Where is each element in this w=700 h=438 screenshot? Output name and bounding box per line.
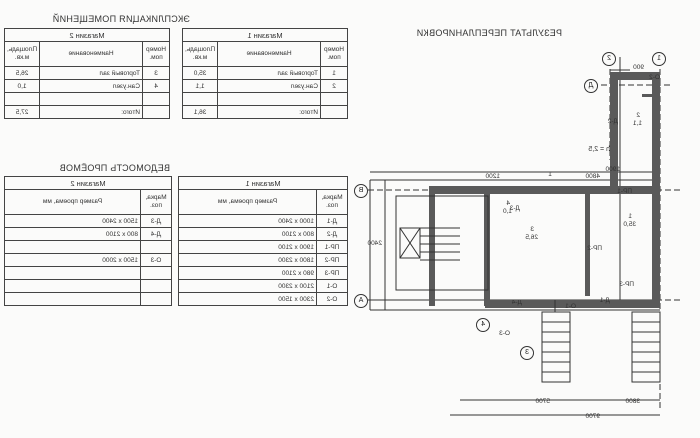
cell [5, 293, 141, 306]
cell [5, 267, 141, 280]
cell: 1,0 [5, 80, 40, 93]
total-row [183, 106, 348, 119]
header-name: Наименование [40, 42, 143, 67]
axis-d: Д [584, 79, 598, 93]
openings-table-2 [4, 176, 172, 306]
axis-v: В [354, 184, 368, 198]
explication-table-2 [4, 28, 170, 119]
cell: Сан.узел [40, 80, 143, 93]
label-o3: О-3 [499, 330, 510, 337]
total-value: 27,5 [5, 106, 40, 119]
header-name: Наименование [218, 42, 321, 67]
table-caption: Магазин 1 [179, 177, 348, 190]
room-1-number: 1 [628, 213, 632, 220]
table-row [5, 67, 170, 80]
total-row [5, 106, 170, 119]
cell: О-3 [141, 254, 172, 267]
cell: 35,0 [183, 67, 218, 80]
label-o2: О-2 [649, 74, 660, 81]
dim-label: 900 [633, 64, 644, 71]
header-mark: Марка, поз. [317, 190, 348, 215]
dim-label: 5700 [535, 398, 550, 405]
label-pr2: ПР-2 [587, 245, 602, 252]
axis-1: 1 [652, 52, 666, 66]
cell: ПР-3 [317, 267, 348, 280]
axis-3: 3 [520, 346, 534, 360]
room-2-number: 2 [636, 112, 640, 119]
axis-2: 2 [602, 52, 616, 66]
table-row [179, 267, 348, 280]
cell: 1500 х 2000 [5, 254, 141, 267]
total-value: 36,1 [183, 106, 218, 119]
header-mark: Марка, поз. [141, 190, 172, 215]
cell [141, 241, 172, 254]
explication-title: ЭКСПЛИКАЦИЯ ПОМЕЩЕНИЙ [52, 14, 190, 24]
cell [141, 267, 172, 280]
dim-label: 1200 [485, 173, 500, 180]
cell: 1500 х 2400 [5, 215, 141, 228]
room-2-area: 1,1 [632, 120, 642, 127]
cell: 800 х 2100 [5, 228, 141, 241]
cell: Сан.узел [218, 80, 321, 93]
header-area: Площадь, м.кв. [5, 42, 40, 67]
cell: 1 [321, 67, 348, 80]
cell: 2100 х 2300 [179, 280, 317, 293]
table-row [5, 215, 172, 228]
table-row [183, 80, 348, 93]
header-size: Размер проема, мм [5, 190, 141, 215]
header-number: Номер пом. [321, 42, 348, 67]
total-label: Итого: [40, 106, 143, 119]
cell: 980 х 2100 [179, 267, 317, 280]
axis-a: А [354, 294, 368, 308]
table-caption: Магазин 2 [5, 29, 170, 42]
cell: 2300 х 1500 [179, 293, 317, 306]
cell [141, 293, 172, 306]
table-row [5, 254, 172, 267]
total-label: Итого: [218, 106, 321, 119]
cell: 1800 х 2300 [179, 254, 317, 267]
dim-label: 3800 [625, 398, 640, 405]
floor-plan [350, 0, 700, 438]
cell: О-2 [317, 293, 348, 306]
table-caption: Магазин 1 [183, 29, 348, 42]
height-note: h = 2,5 [588, 146, 610, 153]
cell: Торговый зал [40, 67, 143, 80]
dim-label: 9700 [585, 413, 600, 420]
dim-label: 1900 [605, 166, 620, 173]
label-d2: Д-2 [607, 118, 618, 125]
label-pr1: ПР-1 [617, 188, 632, 195]
table-row [179, 293, 348, 306]
cell: Д-1 [317, 215, 348, 228]
label-d1: Д-1 [599, 297, 610, 304]
cell: Д-3 [141, 215, 172, 228]
cell: 3 [143, 67, 170, 80]
cell: Д-4 [141, 228, 172, 241]
room-4-number: 4 [506, 200, 510, 207]
room-3-area: 26,5 [525, 234, 538, 241]
table-row [179, 280, 348, 293]
table-row [183, 67, 348, 80]
table-row [179, 241, 348, 254]
cell: 26,5 [5, 67, 40, 80]
cell: ПР-2 [317, 254, 348, 267]
openings-title: ВЕДОМОСТЬ ПРОЁМОВ [59, 163, 170, 173]
table-row [183, 93, 348, 106]
cell: 1900 х 2100 [179, 241, 317, 254]
room-3-number: 3 [530, 226, 534, 233]
cell [5, 241, 141, 254]
table-row [179, 228, 348, 241]
explication-table-1 [182, 28, 348, 119]
header-size: Размер проема, мм [179, 190, 317, 215]
table-row [179, 215, 348, 228]
cell: О-1 [317, 280, 348, 293]
dim-label: 2400 [367, 240, 382, 247]
cell: 1000 х 2400 [179, 215, 317, 228]
header-number: Номер пом. [143, 42, 170, 67]
cell [5, 280, 141, 293]
table-row [179, 254, 348, 267]
table-caption: Магазин 2 [5, 177, 172, 190]
cell: 4 [143, 80, 170, 93]
label-d4: Д-4 [511, 299, 522, 306]
table-row [5, 267, 172, 280]
mark-one: 1 [548, 171, 552, 178]
header-area: Площадь, м.кв. [183, 42, 218, 67]
label-o1: О-1 [565, 303, 576, 310]
label-d3: Д-3 [509, 205, 520, 212]
result-title: РЕЗУЛЬТАТ ПЕРЕПЛАНИРОВКИ [416, 28, 562, 38]
cell: 1,1 [183, 80, 218, 93]
axis-4: 4 [476, 318, 490, 332]
room-1-area: 35,0 [623, 221, 636, 228]
table-row [5, 293, 172, 306]
table-row [5, 280, 172, 293]
cell [141, 280, 172, 293]
table-row [5, 228, 172, 241]
label-pr3: ПР-3 [619, 281, 634, 288]
room-4-area: 1,0 [502, 208, 512, 215]
table-row [5, 241, 172, 254]
table-row [5, 80, 170, 93]
dim-label: 4800 [585, 173, 600, 180]
cell: Д-2 [317, 228, 348, 241]
openings-table-1 [178, 176, 348, 306]
cell: 800 х 2100 [179, 228, 317, 241]
table-row [5, 93, 170, 106]
cell: ПР-1 [317, 241, 348, 254]
cell: 2 [321, 80, 348, 93]
cell: Торговый зал [218, 67, 321, 80]
